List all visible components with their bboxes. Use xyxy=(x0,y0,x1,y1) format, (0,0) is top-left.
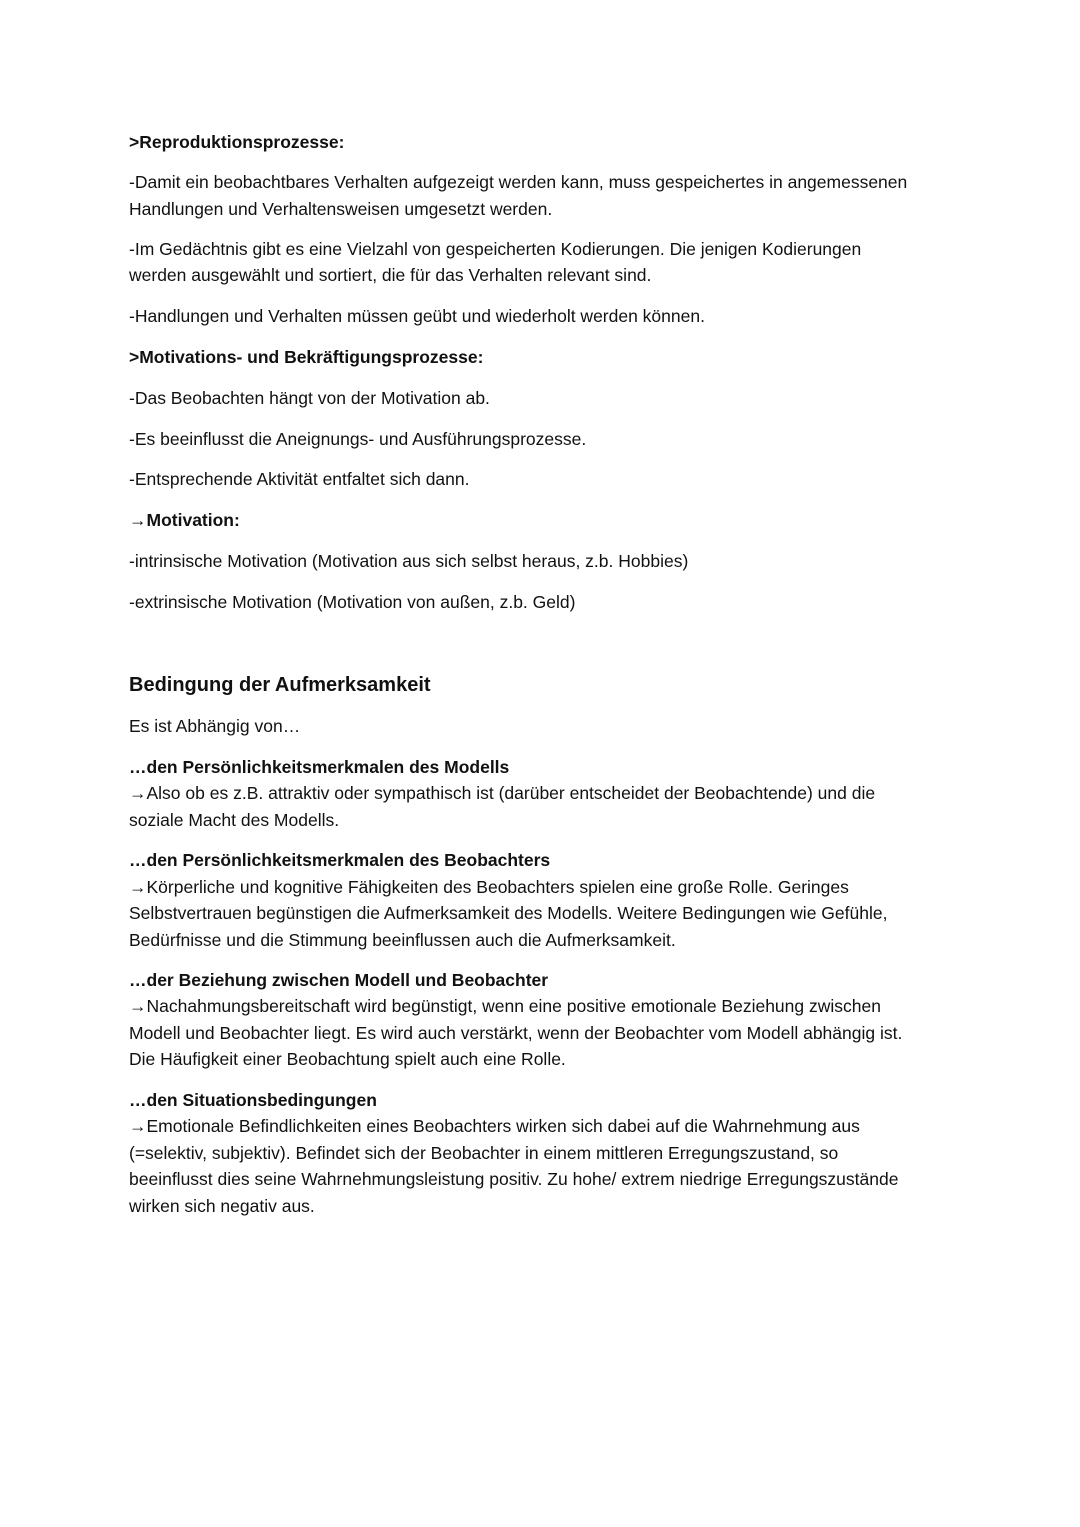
section-modell-line1: →Also ob es z.B. attraktiv oder sympathisch ist (darüber entscheidet der Beobachtende) und die xyxy=(129,783,876,803)
section-beobachter-line1: →Körperliche und kognitive Fähigkeiten des Beobachters spielen eine große Rolle. Geringes xyxy=(129,877,849,897)
reproduktion-p1-line2: Handlungen und Verhaltensweisen umgesetzt werden. xyxy=(129,199,553,219)
reproduktion-p2-line2: werden ausgewählt und sortiert, die für das Verhalten relevant sind. xyxy=(129,265,652,285)
section-beobachter-line3: Bedürfnisse und die Stimmung beeinflussen auch die Aufmerksamkeit. xyxy=(129,930,676,950)
reproduktion-p3: -Handlungen und Verhalten müssen geübt und wiederholt werden können. xyxy=(129,306,705,326)
section-modell-heading: …den Persönlichkeitsmerkmalen des Modells xyxy=(129,757,510,777)
section-beziehung-line3: Die Häufigkeit einer Beobachtung spielt auch eine Rolle. xyxy=(129,1049,566,1069)
motivation-heading: >Motivations- und Bekräftigungsprozesse: xyxy=(129,347,484,367)
section-beziehung-line2: Modell und Beobachter liegt. Es wird auch verstärkt, wenn der Beobachter vom Modell abhängig ist. xyxy=(129,1023,903,1043)
aufmerksamkeit-intro: Es ist Abhängig von… xyxy=(129,716,301,736)
section-beobachter-line2: Selbstvertrauen begünstigen die Aufmerksamkeit des Modells. Weitere Bedingungen wie Gefühle, xyxy=(129,903,888,923)
reproduktion-heading: >Reproduktionsprozesse: xyxy=(129,132,345,152)
motivation-subheading: →Motivation: xyxy=(129,510,240,530)
reproduktion-p1-line1: -Damit ein beobachtbares Verhalten aufgezeigt werden kann, muss gespeichertes in angemessenen xyxy=(129,172,908,192)
section-beziehung-line1: →Nachahmungsbereitschaft wird begünstigt, wenn eine positive emotionale Beziehung zwischen xyxy=(129,996,881,1016)
section-beziehung-heading: …der Beziehung zwischen Modell und Beobachter xyxy=(129,970,549,990)
section-beobachter-heading: …den Persönlichkeitsmerkmalen des Beobachters xyxy=(129,850,551,870)
section-situation-heading: …den Situationsbedingungen xyxy=(129,1090,377,1110)
section-situation-line3: beeinflusst dies seine Wahrnehmungsleistung positiv. Zu hohe/ extrem niedrige Erregungszustände xyxy=(129,1169,899,1189)
section-situation-line4: wirken sich negativ aus. xyxy=(129,1196,315,1216)
motivation-p3: -Entsprechende Aktivität entfaltet sich dann. xyxy=(129,469,470,489)
motivation-intrinsic: -intrinsische Motivation (Motivation aus sich selbst heraus, z.b. Hobbies) xyxy=(129,551,689,571)
section-situation-line2: (=selektiv, subjektiv). Befindet sich der Beobachter in einem mittleren Erregungszustand, so xyxy=(129,1143,839,1163)
motivation-extrinsic: -extrinsische Motivation (Motivation von außen, z.b. Geld) xyxy=(129,592,576,612)
aufmerksamkeit-title: Bedingung der Aufmerksamkeit xyxy=(129,674,431,696)
motivation-p2: -Es beeinflusst die Aneignungs- und Ausführungsprozesse. xyxy=(129,429,587,449)
section-situation-line1: →Emotionale Befindlichkeiten eines Beobachters wirken sich dabei auf die Wahrnehmung aus xyxy=(129,1116,860,1136)
reproduktion-p2-line1: -Im Gedächtnis gibt es eine Vielzahl von gespeicherten Kodierungen. Die jenigen Kodierungen xyxy=(129,239,862,259)
motivation-p1: -Das Beobachten hängt von der Motivation ab. xyxy=(129,388,490,408)
section-modell-line2: soziale Macht des Modells. xyxy=(129,810,340,830)
